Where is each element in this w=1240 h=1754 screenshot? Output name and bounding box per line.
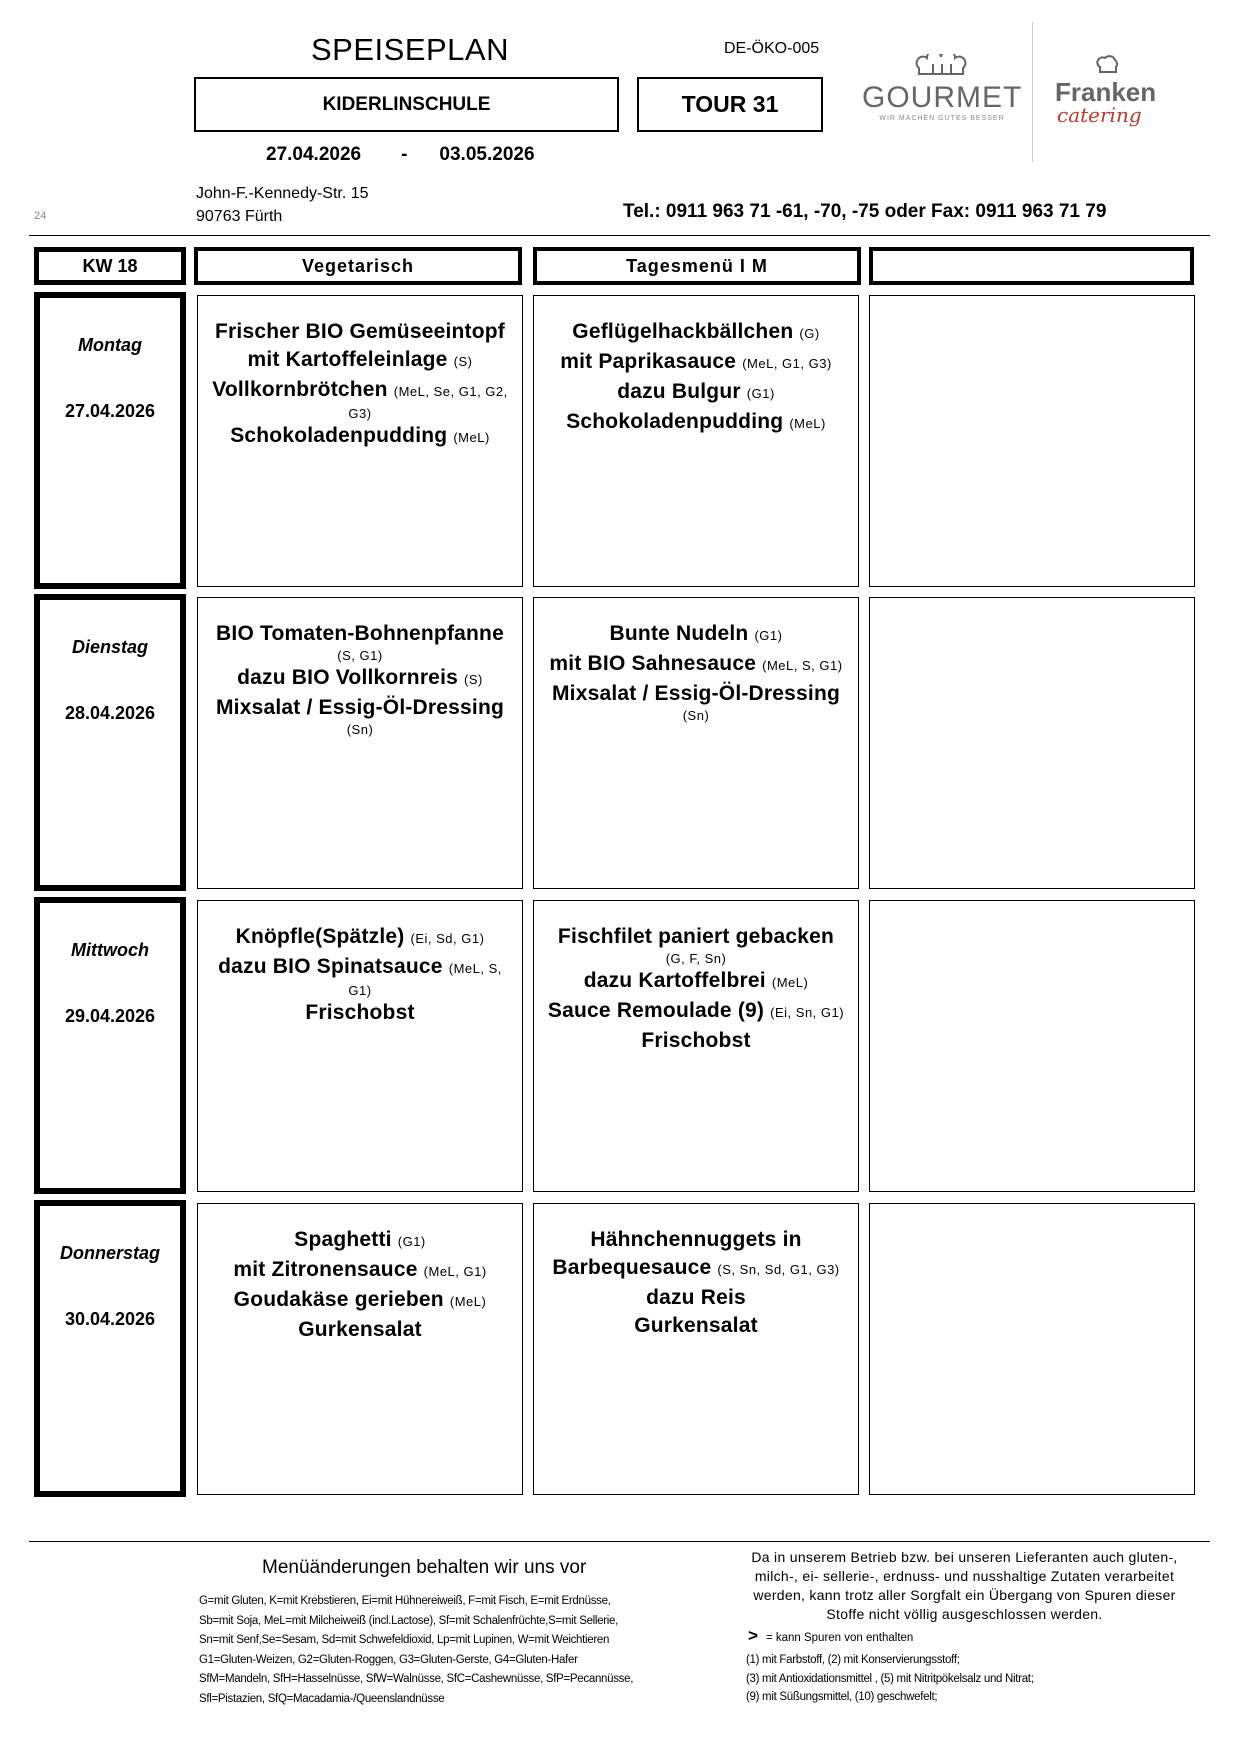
legend-line: Sn=mit Senf,Se=Sesam, Sd=mit Schwefeldioxid, Lp=mit Lupinen, W=mit Weichtieren xyxy=(199,1634,610,1646)
date-from: 27.04.2026 xyxy=(266,144,362,165)
daily-menu-cell xyxy=(533,900,859,1192)
allergen-codes: (Ei, Sd, G1) xyxy=(410,931,485,946)
allergen-codes: (G, F, Sn) xyxy=(665,951,727,966)
vegetarian-header: Vegetarisch xyxy=(194,247,522,285)
dish-line xyxy=(537,408,855,438)
dish-name: dazu Reis xyxy=(646,1286,746,1309)
legend-line: Sb=mit Soja, MeL=mit Milcheiweiß (incl.Lactose), Sf=mit Schalenfrüchte,S=mit Sellerie, xyxy=(199,1614,619,1627)
disclaimer-line: Da in unserem Betrieb bzw. bei unseren Lieferanten auch gluten-, xyxy=(751,1549,1178,1565)
dish-line xyxy=(201,346,519,376)
day-date: 29.04.2026 xyxy=(64,1006,156,1026)
dish-line xyxy=(201,953,519,983)
dish-line xyxy=(201,722,519,738)
dish-name: Frischobst xyxy=(641,1029,751,1052)
dish-name: Geflügelhackbällchen xyxy=(572,320,794,343)
daily-menu-cell xyxy=(533,597,859,889)
dish-name: dazu BIO Spinatsauce xyxy=(218,955,443,978)
dish-line xyxy=(537,1027,855,1055)
dish-line xyxy=(201,648,519,664)
legend-line: G=mit Gluten, K=mit Krebstieren, Ei=mit Hühnereiweiß, F=mit Fisch, E=mit Erdnüsse, xyxy=(199,1595,611,1607)
dish-line xyxy=(537,997,855,1027)
contact-line: Tel.: 0911 963 71 -61, -70, -75 oder Fax: 0911 963 71 79 xyxy=(623,201,1107,222)
day-date: 28.04.2026 xyxy=(64,703,156,723)
day-name: Montag xyxy=(78,335,142,355)
allergen-codes: (MeL) xyxy=(789,416,826,431)
dish-name: Frischobst xyxy=(305,1001,415,1024)
dish-line xyxy=(201,376,519,406)
dish-line xyxy=(537,1226,855,1254)
dish-line xyxy=(201,1226,519,1256)
date-separator: - xyxy=(401,144,408,165)
franken-wordmark: Franken xyxy=(1055,77,1157,107)
day-name: Donnerstag xyxy=(59,1243,160,1263)
legend-line: SfM=Mandeln, SfH=Hasselnüsse, SfW=Walnüsse, SfC=Cashewnüsse, SfP=Pecannüsse, xyxy=(199,1673,634,1685)
additive-line: (9) mit Süßungsmittel, (10) geschwefelt; xyxy=(746,1691,938,1703)
dish-line xyxy=(537,1284,855,1312)
allergen-codes: (Sn) xyxy=(346,722,374,737)
allergen-codes: (MeL, G1, G3) xyxy=(742,356,832,371)
dish-line xyxy=(537,318,855,348)
dish-line xyxy=(537,348,855,378)
dish-line xyxy=(201,406,519,422)
allergen-codes: (MeL, G1) xyxy=(423,1264,487,1279)
dish-name: Mixsalat / Essig-Öl-Dressing xyxy=(551,682,841,705)
gourmet-logo xyxy=(862,54,1022,122)
additive-line: (1) mit Farbstoff, (2) mit Konservierungsstoff; xyxy=(746,1654,960,1666)
dish-line xyxy=(201,694,519,722)
address-line-2: 90763 Fürth xyxy=(196,208,283,225)
allergen-codes: (S, G1) xyxy=(337,648,383,663)
vegetarian-menu-cell xyxy=(197,900,523,1192)
day-date: 27.04.2026 xyxy=(64,401,156,421)
allergen-codes: (S) xyxy=(453,354,473,369)
day-date: 30.04.2026 xyxy=(64,1309,156,1329)
trace-text: = kann Spuren von enthalten xyxy=(765,1632,914,1644)
dish-name: mit Paprikasauce xyxy=(560,350,737,373)
dish-line xyxy=(537,967,855,997)
allergen-codes: (G1) xyxy=(746,386,775,401)
chef-hat-icon xyxy=(1095,54,1185,79)
allergen-codes: (G1) xyxy=(397,1234,426,1249)
address xyxy=(196,182,369,228)
franken-catering-logo xyxy=(1055,54,1185,125)
dish-name: mit Zitronensauce xyxy=(233,1258,418,1281)
dish-line xyxy=(537,680,855,708)
empty-menu-cell xyxy=(869,597,1195,889)
tour-label: TOUR 31 xyxy=(637,77,823,132)
dish-name: BIO Tomaten-Bohnenpfanne xyxy=(216,622,504,645)
empty-menu-cell xyxy=(869,1203,1195,1495)
allergen-legend xyxy=(199,1592,633,1709)
additive-codes xyxy=(746,1651,1034,1707)
allergen-codes: (G) xyxy=(799,326,820,341)
dish-name: mit BIO Sahnesauce xyxy=(549,652,757,675)
dish-name: Mixsalat / Essig-Öl-Dressing xyxy=(215,696,505,719)
chef-hat-icon xyxy=(862,54,1022,83)
empty-header xyxy=(869,247,1194,285)
day-cell xyxy=(34,292,186,589)
legend-line: Sfl=Pistazien, SfQ=Macadamia-/Queenslandnüsse xyxy=(199,1692,445,1705)
date-to: 03.05.2026 xyxy=(439,144,535,165)
allergen-codes: (MeL, S, xyxy=(448,961,502,976)
allergen-codes: (MeL) xyxy=(449,1294,487,1309)
vegetarian-menu-cell xyxy=(197,1203,523,1495)
dish-line xyxy=(201,664,519,694)
dish-line xyxy=(201,318,519,346)
page-number: 24 xyxy=(34,210,47,222)
dish-name: dazu Kartoffelbrei xyxy=(583,969,766,992)
disclaimer-line: Stoffe nicht völlig ausgeschlossen werden. xyxy=(826,1606,1103,1622)
dish-name: Schokoladenpudding xyxy=(566,410,784,433)
dish-line xyxy=(201,1316,519,1344)
allergen-codes: (MeL) xyxy=(453,430,490,445)
dish-name: Schokoladenpudding xyxy=(230,424,448,447)
header-divider xyxy=(29,235,1210,236)
catering-wordmark: catering xyxy=(1057,103,1142,127)
dish-line xyxy=(537,378,855,408)
dish-name: Vollkornbrötchen xyxy=(212,378,388,401)
legend-line: G1=Gluten-Weizen, G2=Gluten-Roggen, G3=Gluten-Gerste, G4=Gluten-Hafer xyxy=(199,1653,578,1666)
allergen-disclaimer xyxy=(742,1548,1187,1624)
dish-name: Barbequesauce xyxy=(552,1256,712,1279)
gourmet-wordmark: GOURMET xyxy=(862,81,1023,114)
address-line-1: John-F.-Kennedy-Str. 15 xyxy=(196,185,369,202)
dish-line xyxy=(537,1312,855,1340)
disclaimer-line: milch-, ei- sellerie-, erdnuss- und nusshaltige Zutaten verarbeitet xyxy=(754,1568,1175,1584)
dish-line xyxy=(537,708,855,724)
allergen-codes: (S) xyxy=(464,672,483,687)
daily-menu-cell xyxy=(533,295,859,587)
dish-line xyxy=(201,422,519,452)
dish-line xyxy=(201,983,519,999)
dish-line xyxy=(201,1286,519,1316)
date-range xyxy=(266,144,535,166)
dish-line xyxy=(201,620,519,648)
vegetarian-menu-cell xyxy=(197,295,523,587)
daily-menu-cell xyxy=(533,1203,859,1495)
dish-name: Goudakäse gerieben xyxy=(233,1288,444,1311)
empty-menu-cell xyxy=(869,900,1195,1192)
vegetarian-menu-cell xyxy=(197,597,523,889)
trace-symbol: > xyxy=(748,1626,758,1645)
school-name: KIDERLINSCHULE xyxy=(194,77,619,132)
disclaimer-line: werden, kann trotz aller Sorgfalt ein Übergang von Spuren dieser xyxy=(753,1587,1176,1603)
dish-name: dazu Bulgur xyxy=(617,380,741,403)
day-cell xyxy=(34,594,186,891)
dish-line xyxy=(537,923,855,951)
gourmet-tagline: WIR MACHEN GUTES BESSER xyxy=(879,115,1005,122)
dish-name: Spaghetti xyxy=(294,1228,392,1251)
allergen-codes: G3) xyxy=(348,406,372,421)
dish-name: Sauce Remoulade (9) xyxy=(547,999,765,1022)
day-name: Dienstag xyxy=(71,637,149,657)
dish-name: Gurkensalat xyxy=(298,1318,422,1341)
allergen-codes: (S, Sn, Sd, G1, G3) xyxy=(717,1262,840,1277)
empty-menu-cell xyxy=(869,295,1195,587)
dish-name: Gurkensalat xyxy=(634,1314,758,1337)
menu-change-note: Menüänderungen behalten wir uns vor xyxy=(262,1557,587,1578)
allergen-codes: (MeL, S, G1) xyxy=(762,658,843,673)
dish-line xyxy=(537,620,855,650)
dish-line xyxy=(537,650,855,680)
dish-line xyxy=(537,951,855,967)
dish-line xyxy=(537,1254,855,1284)
dish-name: Bunte Nudeln xyxy=(609,622,749,645)
footer-divider xyxy=(29,1541,1210,1542)
allergen-codes: (G1) xyxy=(754,628,783,643)
week-header: KW 18 xyxy=(34,247,186,285)
dish-name: dazu BIO Vollkornreis xyxy=(237,666,458,689)
dish-name: Knöpfle(Spätzle) xyxy=(235,925,405,948)
dish-line xyxy=(201,923,519,953)
allergen-codes: G1) xyxy=(348,983,372,998)
dish-name: Frischer BIO Gemüseeintopf xyxy=(215,320,505,343)
logo-divider xyxy=(1032,22,1033,162)
dish-line xyxy=(201,1256,519,1286)
dish-line xyxy=(201,999,519,1027)
dish-name: Fischfilet paniert gebacken xyxy=(557,925,835,948)
allergen-codes: (Ei, Sn, G1) xyxy=(770,1005,845,1020)
day-cell xyxy=(34,1200,186,1497)
trace-note xyxy=(748,1626,913,1646)
allergen-codes: (Sn) xyxy=(682,708,710,723)
day-name: Mittwoch xyxy=(71,940,149,960)
page-title: SPEISEPLAN xyxy=(311,32,509,67)
allergen-codes: (MeL) xyxy=(771,975,809,990)
daily-menu-header: Tagesmenü I M xyxy=(533,247,861,285)
day-cell xyxy=(34,897,186,1194)
additive-line: (3) mit Antioxidationsmittel , (5) mit Nitritpökelsalz und Nitrat; xyxy=(746,1672,1034,1685)
doc-code: DE-ÖKO-005 xyxy=(724,40,820,57)
allergen-codes: (MeL, Se, G1, G2, xyxy=(393,384,508,399)
dish-name: mit Kartoffeleinlage xyxy=(247,348,448,371)
dish-name: Hähnchennuggets in xyxy=(590,1228,802,1251)
